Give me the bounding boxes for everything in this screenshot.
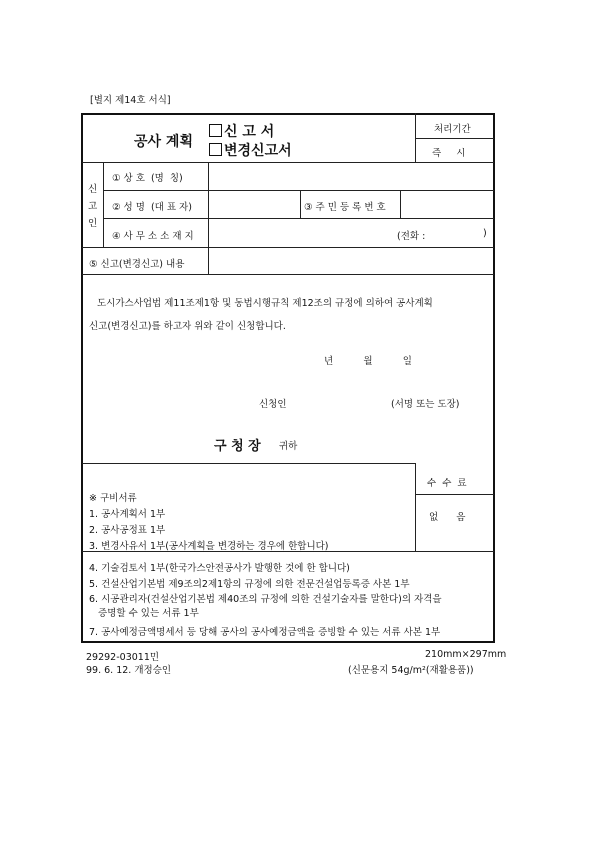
document-item-2: 2. 공사공정표 1부 <box>89 525 166 536</box>
document-item-6: 6. 시공관리자(건설산업기본법 제40조의 규정에 의한 건설기술자를 말한다)의 자격을 <box>89 594 442 605</box>
footer-paper-size: 210mm×297mm <box>425 649 507 660</box>
addressee: 구 청 장 <box>214 439 261 454</box>
reporter-label-1: 신 <box>88 184 98 195</box>
resident-no-field[interactable] <box>402 192 493 217</box>
document-item-7: 7. 공사예정금액명세서 등 당해 공사의 공사예정금액을 증빙할 수 있는 서류 사본 1부 <box>89 627 441 638</box>
phone-close: ) <box>483 228 487 239</box>
name-field[interactable] <box>210 192 299 217</box>
footer-approval: 99. 6. 12. 개정승인 <box>86 665 172 676</box>
document-item-5: 5. 건설산업기본법 제9조의2제1항의 규정에 의한 전문건설업등록증 사본 1부 <box>89 579 410 590</box>
change-checkbox[interactable] <box>209 143 222 156</box>
content-field[interactable] <box>210 249 493 273</box>
report-checkbox[interactable] <box>209 124 222 137</box>
document-item-1: 1. 공사계획서 1부 <box>89 509 166 520</box>
reporter-label-3: 인 <box>88 218 98 229</box>
resident-no-label: ③ 주 민 등 록 번 호 <box>304 202 386 213</box>
option-report[interactable] <box>209 121 274 141</box>
addressee-suffix: 귀하 <box>279 441 298 452</box>
document-item-4: 4. 기술검토서 1부(한국가스안전공사가 발행한 것에 한 합니다) <box>89 563 350 574</box>
form-title: 공사 계획 <box>134 134 193 150</box>
applicant-label: 신청인 <box>259 399 287 410</box>
fee-label: 수 수 료 <box>427 478 467 489</box>
office-address-field[interactable] <box>210 220 390 246</box>
processing-period-label: 처리기간 <box>434 124 471 135</box>
sign-label: (서명 또는 도장) <box>391 399 460 410</box>
office-address-label: ④ 사 무 소 소 재 지 <box>112 231 194 242</box>
documents-heading: ※ 구비서류 <box>89 493 137 504</box>
reporter-label-2: 고 <box>88 201 98 212</box>
fee-value: 없 음 <box>429 512 466 523</box>
form-label: [별지 제14호 서식] <box>90 95 171 106</box>
trade-name-field[interactable] <box>210 164 493 189</box>
name-label: ② 성 명 (대 표 자) <box>112 202 192 213</box>
option-change-label: 변경신고서 <box>224 143 292 159</box>
option-change[interactable] <box>209 140 292 160</box>
footer-code: 29292-03011민 <box>86 652 160 663</box>
declaration-line-2: 신고(변경신고)를 하고자 위와 같이 신청합니다. <box>89 321 286 332</box>
content-label: ⑤ 신고(변경신고) 내용 <box>89 259 185 270</box>
declaration-line-1: 도시가스사업법 제11조제1항 및 동법시행규칙 제12조의 규정에 의하여 공사계획 <box>97 298 433 309</box>
document-item-3: 3. 변경사유서 1부(공사계획을 변경하는 경우에 한합니다) <box>89 541 329 552</box>
phone-field[interactable] <box>432 222 480 244</box>
date-line: 년 월 일 <box>324 356 412 367</box>
footer-paper-type: (신문용지 54g/m²(재활용품)) <box>348 665 474 676</box>
option-report-label: 신 고 서 <box>224 124 275 140</box>
document-item-6-cont: 증명할 수 있는 서류 1부 <box>89 608 199 619</box>
trade-name-label: ① 상 호 (명 칭) <box>112 173 183 184</box>
phone-label: (전화 : <box>397 231 426 242</box>
processing-period-value: 즉 시 <box>432 148 466 159</box>
